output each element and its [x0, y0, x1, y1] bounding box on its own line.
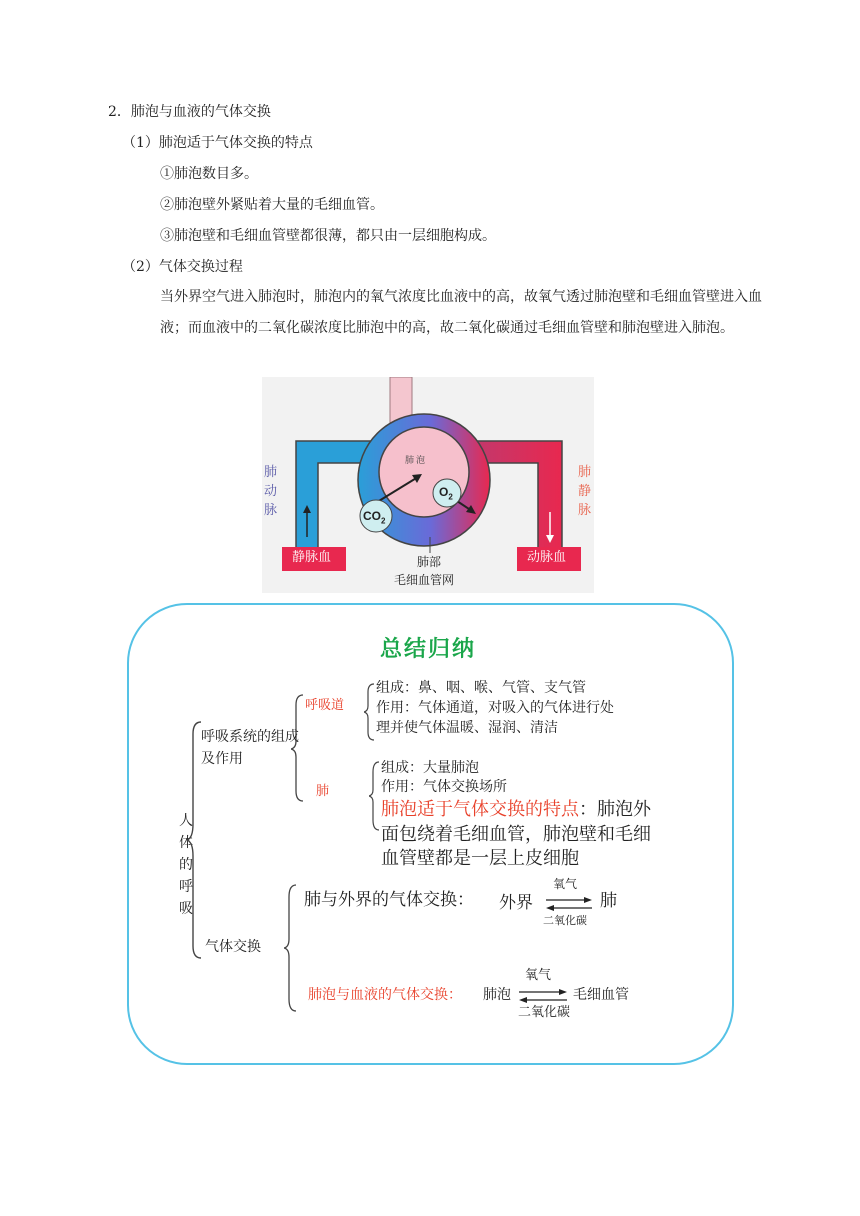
- exchange1-left: 外界: [499, 893, 533, 913]
- subheading-process: （2）气体交换过程: [122, 259, 243, 275]
- exchange2-left: 肺泡: [483, 987, 511, 1003]
- root-label: 人体的呼吸: [179, 813, 193, 917]
- branch2-label: 气体交换: [205, 939, 261, 955]
- feature-point-2: ②肺泡壁外紧贴着大量的毛细血管。: [160, 197, 384, 213]
- co2-label: [363, 509, 385, 526]
- lung-feature-line-1: [381, 799, 651, 821]
- lung-feature-red: 肺泡适于气体交换的特点: [381, 799, 579, 820]
- lung-brace: [369, 760, 381, 832]
- feature-point-3: ③肺泡壁和毛细血管壁都很薄，都只由一层细胞构成。: [160, 228, 496, 244]
- summary-title: 总结归纳: [380, 637, 477, 662]
- branch2-brace: [284, 883, 300, 1013]
- venous-blood-label: 静脉血: [292, 550, 332, 565]
- lung-feature-text: ：肺泡外: [579, 799, 651, 820]
- alveolus-label: 肺泡: [405, 456, 428, 466]
- exchange1-bottom: 二氧化碳: [543, 914, 587, 927]
- lung-line-1: 组成：大量肺泡: [381, 760, 479, 776]
- exchange1-top: 氧气: [553, 877, 578, 891]
- airway-line-2: 作用：气体通道，对吸入的气体进行处: [376, 700, 614, 716]
- airway-brace: [364, 682, 376, 742]
- exchange2-label: 肺泡与血液的气体交换：: [308, 987, 462, 1003]
- airway-line-1: 组成：鼻、咽、喉、气管、支气管: [376, 680, 586, 696]
- capillary-label-line2: 毛细血管网: [394, 573, 455, 587]
- airway-label: 呼吸道: [305, 698, 345, 713]
- lung-line-2: 作用：气体交换场所: [381, 779, 507, 795]
- section-heading: 2．肺泡与血液的气体交换: [108, 104, 271, 120]
- exchange2-right: 毛细血管: [573, 987, 629, 1003]
- capillary-label-line1: 肺部: [417, 555, 442, 569]
- gas-exchange-diagram: [262, 377, 594, 593]
- pulmonary-vein-label: 肺静脉: [578, 465, 592, 518]
- co2-text: CO: [363, 509, 381, 523]
- arterial-blood-label: 动脉血: [527, 550, 567, 565]
- exchange1-right: 肺: [600, 891, 617, 911]
- exchange2-arrows: [517, 987, 569, 1005]
- lung-feature-line-2: 面包绕着毛细血管，肺泡壁和毛细: [381, 824, 651, 845]
- o2-text: O: [439, 485, 449, 499]
- exchange1-arrows: [544, 895, 594, 913]
- o2-subscript: 2: [448, 492, 453, 502]
- exchange2-bottom: 二氧化碳: [518, 1005, 571, 1020]
- lung-feature-line-3: 血管壁都是一层上皮细胞: [381, 848, 579, 869]
- pulmonary-artery-label: 肺动脉: [264, 465, 278, 518]
- branch1-label: 呼吸系统的组成及作用: [201, 729, 299, 767]
- o2-label: [439, 485, 453, 502]
- exchange1-label: 肺与外界的气体交换：: [304, 890, 474, 910]
- exchange2-top: 氧气: [525, 968, 552, 983]
- process-paragraph: 当外界空气进入肺泡时，肺泡内的氧气浓度比血液中的高，故氧气透过肺泡壁和毛细血管壁进入血液；而血液中的二氧化碳浓度比肺泡中的高，故二氧化碳通过毛细血管壁和肺泡壁进入肺泡。: [160, 289, 762, 336]
- lung-label: 肺: [316, 784, 330, 799]
- co2-subscript: 2: [381, 516, 386, 526]
- airway-line-3: 理并使气体温暖、湿润、清洁: [376, 720, 558, 736]
- summary-box: [127, 603, 734, 1065]
- subheading-features: （1）肺泡适于气体交换的特点: [122, 135, 313, 151]
- feature-point-1: ①肺泡数目多。: [160, 166, 258, 182]
